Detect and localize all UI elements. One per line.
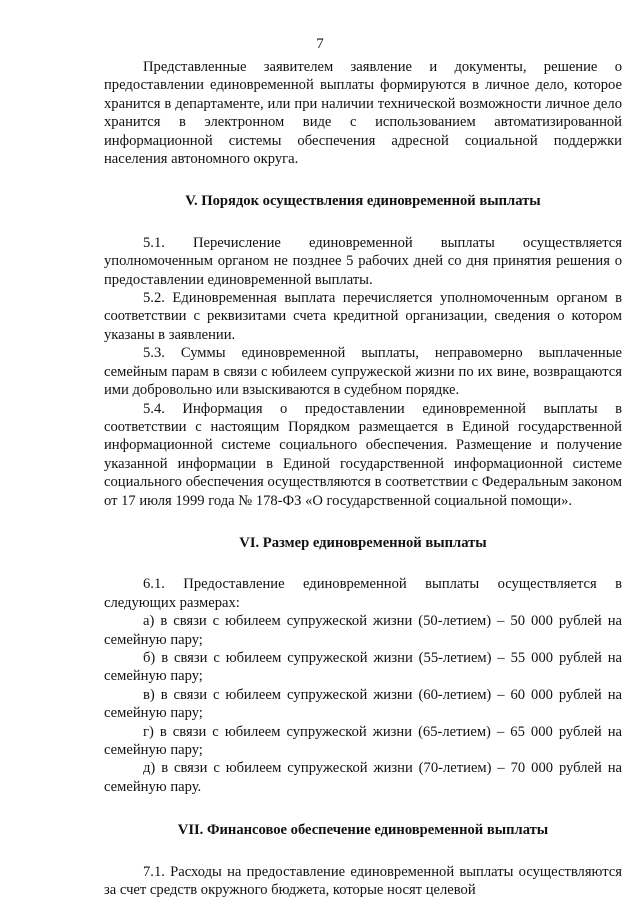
list-item-6-a: а) в связи с юбилеем супружеской жизни (50-летием) – 50 000 рублей на семейную пару;: [104, 613, 622, 648]
section-5-heading: V. Порядок осуществления единовременной выплаты: [185, 193, 541, 210]
paragraph-5-3: 5.3. Суммы единовременной выплаты, неправомерно выплаченные семейным парам в связи с юбилеем супружеской жизни по их вине, возвращаются ими добровольно или взыскиваются в судебном порядке.: [104, 345, 622, 399]
paragraph-6-1: 6.1. Предоставление единовременной выплаты осуществляется в следующих размерах:: [104, 576, 622, 611]
list-item-6-e: д) в связи с юбилеем супружеской жизни (70-летием) – 70 000 рублей на семейную пару.: [104, 760, 622, 795]
paragraph-5-4: 5.4. Информация о предоставлении единовременной выплаты в соответствии с настоящим Порядком размещается в Единой государственной информационной системе социального обеспечения. Размещение и получение указанной информации в Единой государственной информационной системе социального обеспечения осуществляются в соответствии с Федеральным законом от 17 июля 1999 года № 178-ФЗ «О государственной социальной помощи».: [104, 400, 622, 509]
paragraph-7-1: 7.1. Расходы на предоставление единовременной выплаты осуществляются за счет средств окружного бюджета, которые носят целевой: [104, 863, 622, 899]
list-item-6-c: в) в связи с юбилеем супружеской жизни (60-летием) – 60 000 рублей на семейную пару;: [104, 686, 622, 722]
list-item-6-b: б) в связи с юбилеем супружеской жизни (55-летием) – 55 000 рублей на семейную пару;: [104, 649, 622, 685]
paragraph-5-1: 5.1. Перечисление единовременной выплаты осуществляется уполномоченным органом не позднее 5 рабочих дней со дня принятия решения о предоставлении единовременной выплаты.: [104, 234, 622, 288]
section-6-heading: VI. Размер единовременной выплаты: [239, 534, 487, 551]
list-item-6-d: г) в связи с юбилеем супружеской жизни (65-летием) – 65 000 рублей на семейную пару;: [104, 723, 622, 758]
paragraph-5-2: 5.2. Единовременная выплата перечисляется уполномоченным органом в соответствии с реквизитами счета кредитной организации, сведения о котором указаны в заявлении.: [104, 290, 622, 343]
section-7-heading: VII. Финансовое обеспечение единовременной выплаты: [177, 822, 549, 839]
document-body: [104, 58, 622, 899]
page-number: 7: [316, 36, 324, 52]
intro-paragraph: Представленные заявителем заявление и документы, решение о предоставлении единовременной выплаты формируются в личное дело, которое хранится в департаменте, или при наличии технической возможности личное дело хранится в электронном виде с использованием автоматизированной информационной системы обеспечения адресной социальной поддержки населения автономного округа.: [104, 59, 622, 168]
